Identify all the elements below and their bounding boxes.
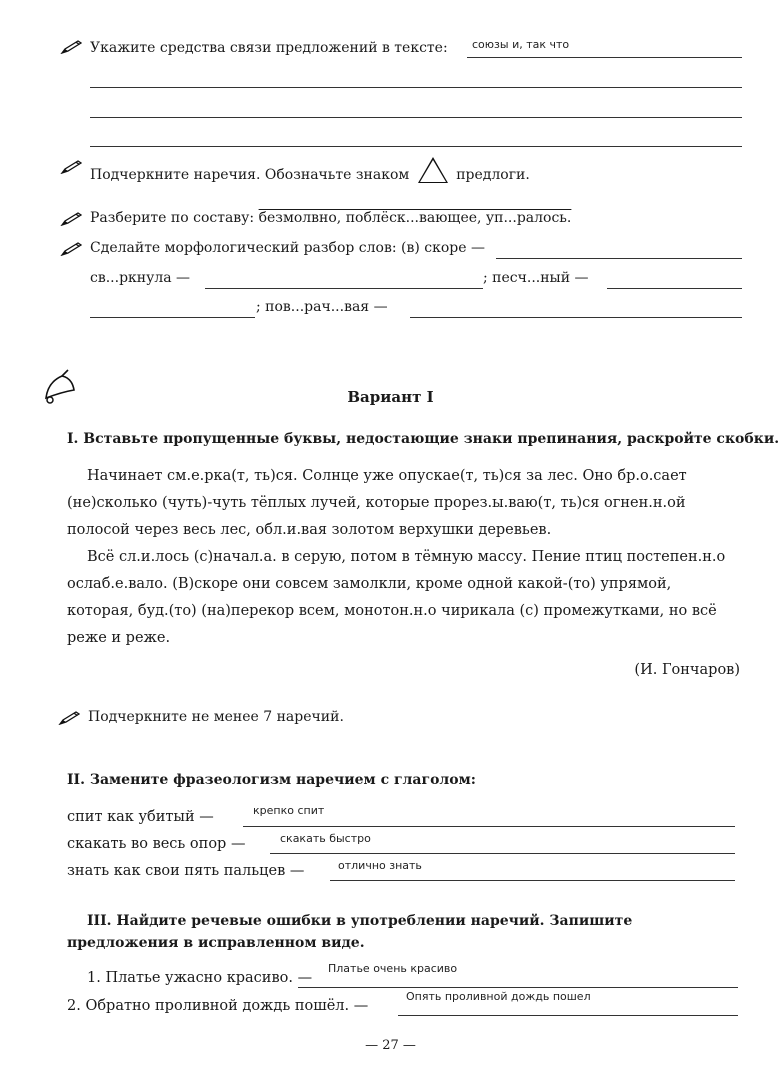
answer-line[interactable] xyxy=(205,288,483,289)
task3-answer[interactable]: Опять проливной дождь пошел xyxy=(406,990,591,1003)
task1-author: (И. Гончаров) xyxy=(634,662,740,678)
morph-word-2: св...ркнула — xyxy=(90,270,191,286)
adverbs-prompt xyxy=(90,157,530,183)
pencil-icon xyxy=(58,711,80,725)
task2-phrase: спит как убитый — xyxy=(67,809,214,825)
answer-line[interactable] xyxy=(410,317,742,318)
answer-line[interactable] xyxy=(298,987,738,988)
underline-prompt: Подчеркните не менее 7 наречий. xyxy=(88,709,344,725)
answer-line[interactable] xyxy=(90,317,255,318)
task2-heading: II. Замените фразеологизм наречием с глаголом: xyxy=(67,772,476,788)
task1-paragraph-1: Начинает см.е.рка(т, ть)ся. Солнце уже опускае(т, ть)ся за лес. Оно бр.о.сает (не)сколько (чуть)-чуть тёплых лучей, которые прорез.ы.ваю(т, ть)ся огнен.н.ой полосой через весь лес, обл.и.вая золотом верхушки деревьев. xyxy=(67,468,687,538)
answer-line[interactable] xyxy=(243,826,735,827)
morph-word-4: ; пов...рач...вая — xyxy=(256,299,388,315)
task3-sentence: 2. Обратно проливной дождь пошёл. — xyxy=(67,998,369,1014)
task1-heading: I. Вставьте пропущенные буквы, недостающие знаки препинания, раскройте скобки. xyxy=(67,431,780,447)
variant-title: Вариант I xyxy=(347,388,434,406)
task3-sentence: 1. Платье ужасно красиво. — xyxy=(87,970,313,986)
task2-phrase: скакать во весь опор — xyxy=(67,836,246,852)
task2-phrase: знать как свои пять пальцев — xyxy=(67,863,305,879)
pencil-icon xyxy=(60,160,82,174)
morph-word-3: ; песч...ный — xyxy=(483,270,589,286)
answer-line[interactable] xyxy=(496,258,742,259)
answer-line[interactable] xyxy=(398,1015,738,1016)
answer-line[interactable] xyxy=(330,880,735,881)
pencil-icon xyxy=(60,40,82,54)
morphemes-prompt: Разберите по составу: xyxy=(90,210,255,226)
task2-answer[interactable]: крепко спит xyxy=(253,804,325,817)
answer-line[interactable] xyxy=(90,87,742,88)
answer-line[interactable] xyxy=(607,288,742,289)
adverbs-prompt-text: Подчеркните наречия. Обозначьте знаком xyxy=(90,167,410,183)
answer-line[interactable] xyxy=(467,57,742,58)
connectors-prompt: Укажите средства связи предложений в тексте: xyxy=(90,40,448,56)
morph-prompt: Сделайте морфологический разбор слов: (в) скоре — xyxy=(90,240,485,256)
morphemes-task xyxy=(90,210,571,226)
task2-answer[interactable]: скакать быстро xyxy=(280,832,371,845)
task3-heading: III. Найдите речевые ошибки в употреблении наречий. Запишите предложения в исправленном виде. xyxy=(67,913,633,951)
answer-line[interactable] xyxy=(90,117,742,118)
triangle-icon xyxy=(418,157,448,183)
task3-answer[interactable]: Платье очень красиво xyxy=(328,962,458,975)
morphemes-words: безмолвно, поблёск...вающее, уп...ралось. xyxy=(258,210,572,226)
answer-line[interactable] xyxy=(270,853,735,854)
task1-paragraph-2: Всё сл.и.лось (с)начал.а. в серую, потом в тёмную массу. Пение птиц постепен.н.о ослаб.е.вало. (В)скоре они совсем замолкли, кроме одной какой-(то) упрямой, которая, буд.(то) (на)перекор всем, монотон.н.о чирикала (с) промежутками, но всё реже и реже. xyxy=(67,549,726,646)
task2-answer[interactable]: отлично знать xyxy=(338,859,422,872)
pencil-icon xyxy=(60,242,82,256)
page-number: — 27 — xyxy=(365,1038,416,1053)
adverbs-prompt-text-end: предлоги. xyxy=(456,167,530,183)
answer-line[interactable] xyxy=(90,146,742,147)
pencil-icon xyxy=(60,212,82,226)
connectors-answer[interactable]: союзы и, так что xyxy=(472,38,570,51)
